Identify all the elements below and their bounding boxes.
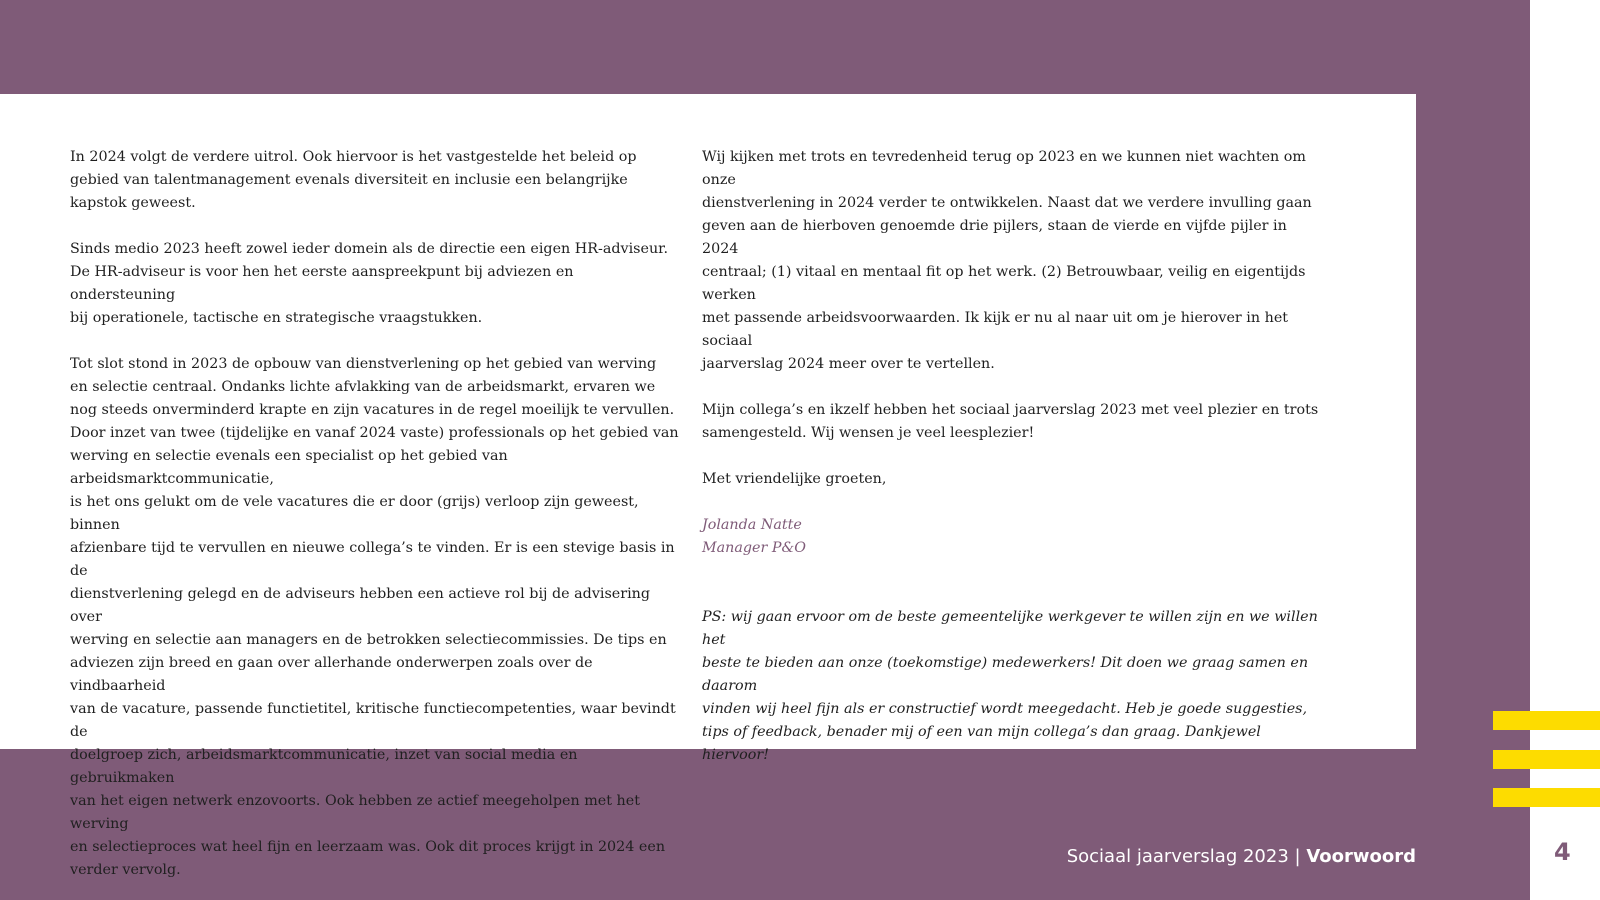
decorative-stripe [1493, 711, 1600, 730]
paragraph: Sinds medio 2023 heeft zowel ieder domein als de directie een eigen HR-adviseur. De HR-adviseur is voor hen het eerste aanspreekpunt bij adviezen en ondersteuning bij operationele, tactische en strategische vraagstukken. [70, 241, 668, 326]
right-column [702, 146, 1322, 767]
paragraph: Mijn collega’s en ikzelf hebben het sociaal jaarverslag 2023 met veel plezier en trots samengesteld. Wij wensen je veel leesplezier! [702, 402, 1319, 441]
page-number: 4 [1554, 838, 1571, 866]
paragraph: In 2024 volgt de verdere uitrol. Ook hiervoor is het vastgestelde het beleid op gebied van talentmanagement evenals diversiteit en inclusie een belangrijke kapstok geweest. [70, 149, 637, 211]
signature-role: Manager P&O [702, 540, 806, 556]
left-column [70, 146, 680, 882]
report-title: Sociaal jaarverslag 2023 [1066, 846, 1289, 867]
section-title: Voorwoord [1306, 846, 1416, 867]
postscript: PS: wij gaan ervoor om de beste gemeentelijke werkgever te willen zijn en we willen het beste te bieden aan onze (toekomstige) medewerkers! Dit doen we graag samen en daarom vinden wij heel fijn als er constructief wordt meegedacht. Heb je goede suggesties, tips of feedback, benader mij of een van mijn collega’s dan graag. Dankjewel hiervoor! [702, 609, 1318, 763]
greeting: Met vriendelijke groeten, [702, 471, 887, 487]
decorative-stripe [1493, 788, 1600, 807]
paragraph: Wij kijken met trots en tevredenheid terug op 2023 en we kunnen niet wachten om onze dienstverlening in 2024 verder te ontwikkelen. Naast dat we verdere invulling gaan geven aan de hierboven genoemde drie pijlers, staan de vierde en vijfde pijler in 2024 centraal; (1) vitaal en mentaal fit op het werk. (2) Betrouwbaar, veilig en eigentijds werken met passende arbeidsvoorwaarden. Ik kijk er nu al naar uit om je hierover in het sociaal jaarverslag 2024 meer over te vertellen. [702, 149, 1312, 372]
paragraph: Tot slot stond in 2023 de opbouw van dienstverlening op het gebied van werving en selectie centraal. Ondanks lichte afvlakking van de arbeidsmarkt, ervaren we nog steeds onverminderd krapte en zijn vacatures in de regel moeilijk te vervullen. Door inzet van twee (tijdelijke en vanaf 2024 vaste) professionals op het gebied van werving en selectie evenals een specialist op het gebied van arbeidsmarktcommunicatie, is het ons gelukt om de vele vacatures die er door (grijs) verloop zijn geweest, binnen afzienbare tijd te vervullen en nieuwe collega’s te vinden. Er is een stevige basis in de dienstverlening gelegd en de adviseurs hebben een actieve rol bij de advisering over werving en selectie aan managers en de betrokken selectiecommissies. De tips en adviezen zijn breed en gaan over allerhande onderwerpen zoals over de vindbaarheid van de vacature, passende functietitel, kritische functiecompetenties, waar bevindt de doelgroep zich, arbeidsmarktcommunicatie, inzet van social media en gebruikmaken van het eigen netwerk enzovoorts. Ook hebben ze actief meegeholpen met het werving en selectieproces wat heel fijn en leerzaam was. Ook dit proces krijgt in 2024 een verder vervolg. [70, 356, 679, 878]
signature [702, 514, 1322, 560]
footer-separator: | [1288, 846, 1307, 867]
signature-name: Jolanda Natte [702, 517, 802, 533]
footer-title [1067, 846, 1416, 867]
decorative-stripe [1493, 750, 1600, 769]
